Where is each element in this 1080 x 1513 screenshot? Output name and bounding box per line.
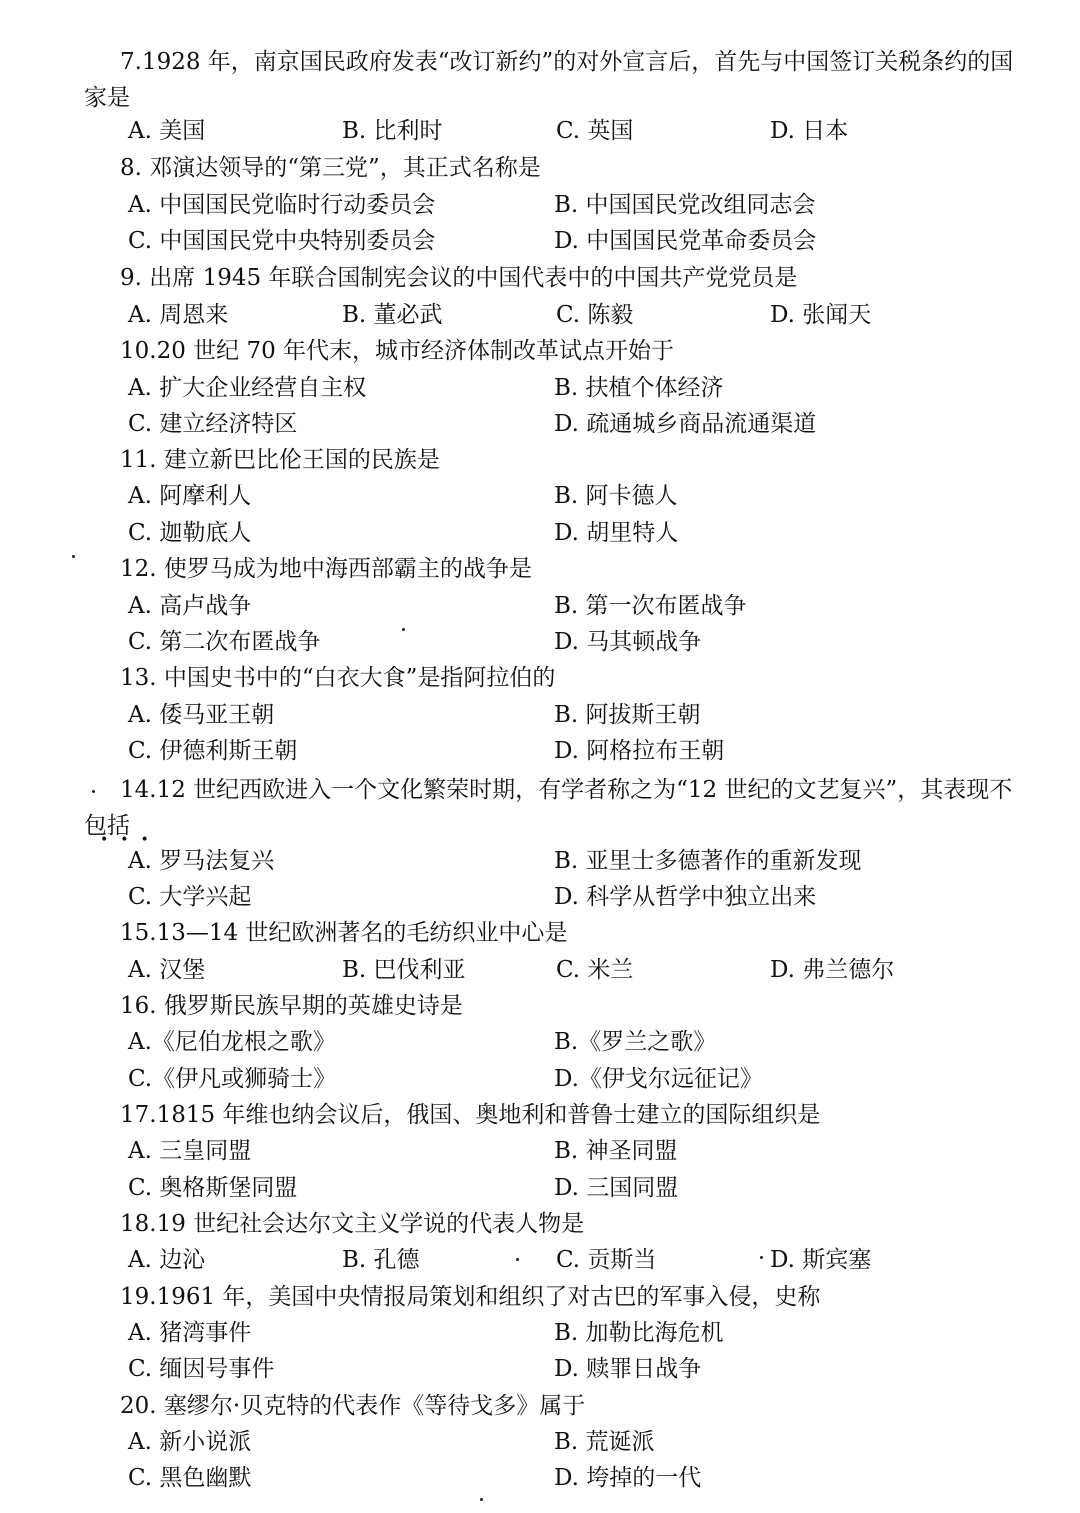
option-b: B. 阿卡德人: [554, 483, 678, 509]
option-c: C. 迦勒底人: [128, 520, 252, 546]
option-a: A. 阿摩利人: [128, 483, 252, 509]
option-c: C. 英国: [556, 118, 634, 144]
option-c: C. 黑色幽默: [128, 1465, 252, 1491]
question-15-stem: 15.13—14 世纪欧洲著名的毛纺织业中心是: [120, 920, 568, 946]
question-17-options-row1: [128, 1133, 1028, 1169]
option-b: B. 董必武: [342, 302, 443, 328]
question-15-options: [128, 952, 1028, 988]
question-17-options-row2: [128, 1170, 1028, 1206]
option-d: D. 阿格拉布王朝: [554, 738, 725, 764]
scan-speck: [72, 555, 75, 558]
question-14-options-row1: [128, 843, 1028, 879]
option-a: A. 周恩来: [128, 302, 229, 328]
scan-speck: [760, 1256, 763, 1259]
option-a: A. 倭马亚王朝: [128, 702, 275, 728]
question-19-options-row2: [128, 1351, 1028, 1387]
option-b: B. 扶植个体经济: [554, 375, 724, 401]
question-8-options-row1: [128, 187, 1028, 223]
option-d: D. 垮掉的一代: [554, 1465, 702, 1491]
option-a: A. 三皇同盟: [128, 1138, 252, 1164]
option-b: B. 加勒比海危机: [554, 1320, 724, 1346]
scan-speck: [480, 1498, 483, 1501]
option-c: C. 中国国民党中央特别委员会: [128, 228, 436, 254]
option-a: A. 边沁: [128, 1247, 206, 1273]
option-d: D. 弗兰德尔: [770, 957, 895, 983]
option-c: C. 米兰: [556, 957, 634, 983]
option-c: C. 陈毅: [556, 302, 634, 328]
question-12-options-row2: [128, 624, 1028, 660]
question-20-options-row1: [128, 1424, 1028, 1460]
question-16-options-row1: [128, 1024, 1028, 1060]
question-8-options-row2: [128, 223, 1028, 259]
question-10-options-row2: [128, 406, 1028, 442]
option-d: D. 张闻天: [770, 302, 872, 328]
option-a: A. 高卢战争: [128, 593, 252, 619]
question-14-stem: 14.12 世纪西欧进入一个文化繁荣时期，有学者称之为“12 世纪的文艺复兴”，其表现不包括: [84, 777, 1013, 839]
scan-speck: [92, 790, 95, 793]
option-d: D. 赎罪日战争: [554, 1356, 702, 1382]
option-a: A. 中国国民党临时行动委员会: [128, 192, 436, 218]
option-c: C. 伊德利斯王朝: [128, 738, 298, 764]
question-14-options-row2: [128, 879, 1028, 915]
option-a: A. 汉堡: [128, 957, 206, 983]
question-11-stem: 11. 建立新巴比伦王国的民族是: [120, 447, 440, 473]
emphasis-dots: •••: [100, 832, 161, 848]
question-11-options-row1: [128, 478, 1028, 514]
option-b: B. 中国国民党改组同志会: [554, 192, 816, 218]
question-18-options: [128, 1242, 1028, 1278]
question-12-stem: 12. 使罗马成为地中海西部霸主的战争是: [120, 556, 532, 582]
option-a: A. 新小说派: [128, 1429, 252, 1455]
scan-speck: [402, 628, 405, 631]
option-b: B.《罗兰之歌》: [554, 1029, 717, 1055]
scan-speck: [516, 1258, 519, 1261]
option-c: C.《伊凡或狮骑士》: [128, 1066, 337, 1092]
option-d: D. 胡里特人: [554, 520, 679, 546]
option-c: C. 贡斯当: [556, 1247, 657, 1273]
option-b: B. 荒诞派: [554, 1429, 655, 1455]
question-11-options-row2: [128, 515, 1028, 551]
question-17-stem: 17.1815 年维也纳会议后，俄国、奥地利和普鲁士建立的国际组织是: [120, 1102, 821, 1128]
option-d: D. 中国国民党革命委员会: [554, 228, 817, 254]
option-b: B. 第一次布匿战争: [554, 593, 747, 619]
option-a: A. 罗马法复兴: [128, 848, 275, 874]
option-b: B. 孔德: [342, 1247, 420, 1273]
option-b: B. 巴伐利亚: [342, 957, 466, 983]
option-b: B. 阿拔斯王朝: [554, 702, 701, 728]
option-c: C. 建立经济特区: [128, 411, 298, 437]
question-10-options-row1: [128, 370, 1028, 406]
option-a: A. 扩大企业经营自主权: [128, 375, 367, 401]
option-d: D. 马其顿战争: [554, 629, 702, 655]
option-c: C. 奥格斯堡同盟: [128, 1175, 298, 1201]
question-8-stem: 8. 邓演达领导的“第三党”，其正式名称是: [120, 155, 541, 181]
question-13-options-row2: [128, 733, 1028, 769]
question-20-stem: 20. 塞缪尔·贝克特的代表作《等待戈多》属于: [120, 1393, 586, 1419]
option-b: B. 亚里士多德著作的重新发现: [554, 848, 862, 874]
question-16-options-row2: [128, 1061, 1028, 1097]
option-d: D.《伊戈尔远征记》: [554, 1066, 763, 1092]
question-16-stem: 16. 俄罗斯民族早期的英雄史诗是: [120, 993, 463, 1019]
option-a: A. 美国: [128, 118, 206, 144]
question-19-options-row1: [128, 1315, 1028, 1351]
question-7-options: [128, 113, 1028, 149]
question-7-stem: 7.1928 年，南京国民政府发表“改订新约”的对外宣言后，首先与中国签订关税条约的国家是: [84, 49, 1014, 111]
option-d: D. 科学从哲学中独立出来: [554, 884, 817, 910]
question-10-stem: 10.20 世纪 70 年代末，城市经济体制改革试点开始于: [120, 338, 675, 364]
question-13-options-row1: [128, 697, 1028, 733]
option-d: D. 疏通城乡商品流通渠道: [554, 411, 817, 437]
option-d: D. 斯宾塞: [770, 1247, 872, 1273]
question-19-stem: 19.1961 年，美国中央情报局策划和组织了对古巴的军事入侵，史称: [120, 1284, 821, 1310]
question-9-stem: 9. 出席 1945 年联合国制宪会议的中国代表中的中国共产党党员是: [120, 265, 798, 291]
option-b: B. 比利时: [342, 118, 443, 144]
option-b: B. 神圣同盟: [554, 1138, 678, 1164]
option-c: C. 缅因号事件: [128, 1356, 275, 1382]
question-12-options-row1: [128, 588, 1028, 624]
option-c: C. 大学兴起: [128, 884, 252, 910]
option-c: C. 第二次布匿战争: [128, 629, 321, 655]
option-a: A.《尼伯龙根之歌》: [128, 1029, 336, 1055]
option-a: A. 猪湾事件: [128, 1320, 252, 1346]
question-13-stem: 13. 中国史书中的“白衣大食”是指阿拉伯的: [120, 665, 556, 691]
option-d: D. 三国同盟: [554, 1175, 679, 1201]
question-9-options: [128, 297, 1028, 333]
option-d: D. 日本: [770, 118, 849, 144]
question-18-stem: 18.19 世纪社会达尔文主义学说的代表人物是: [120, 1211, 585, 1237]
question-20-options-row2: [128, 1460, 1028, 1496]
